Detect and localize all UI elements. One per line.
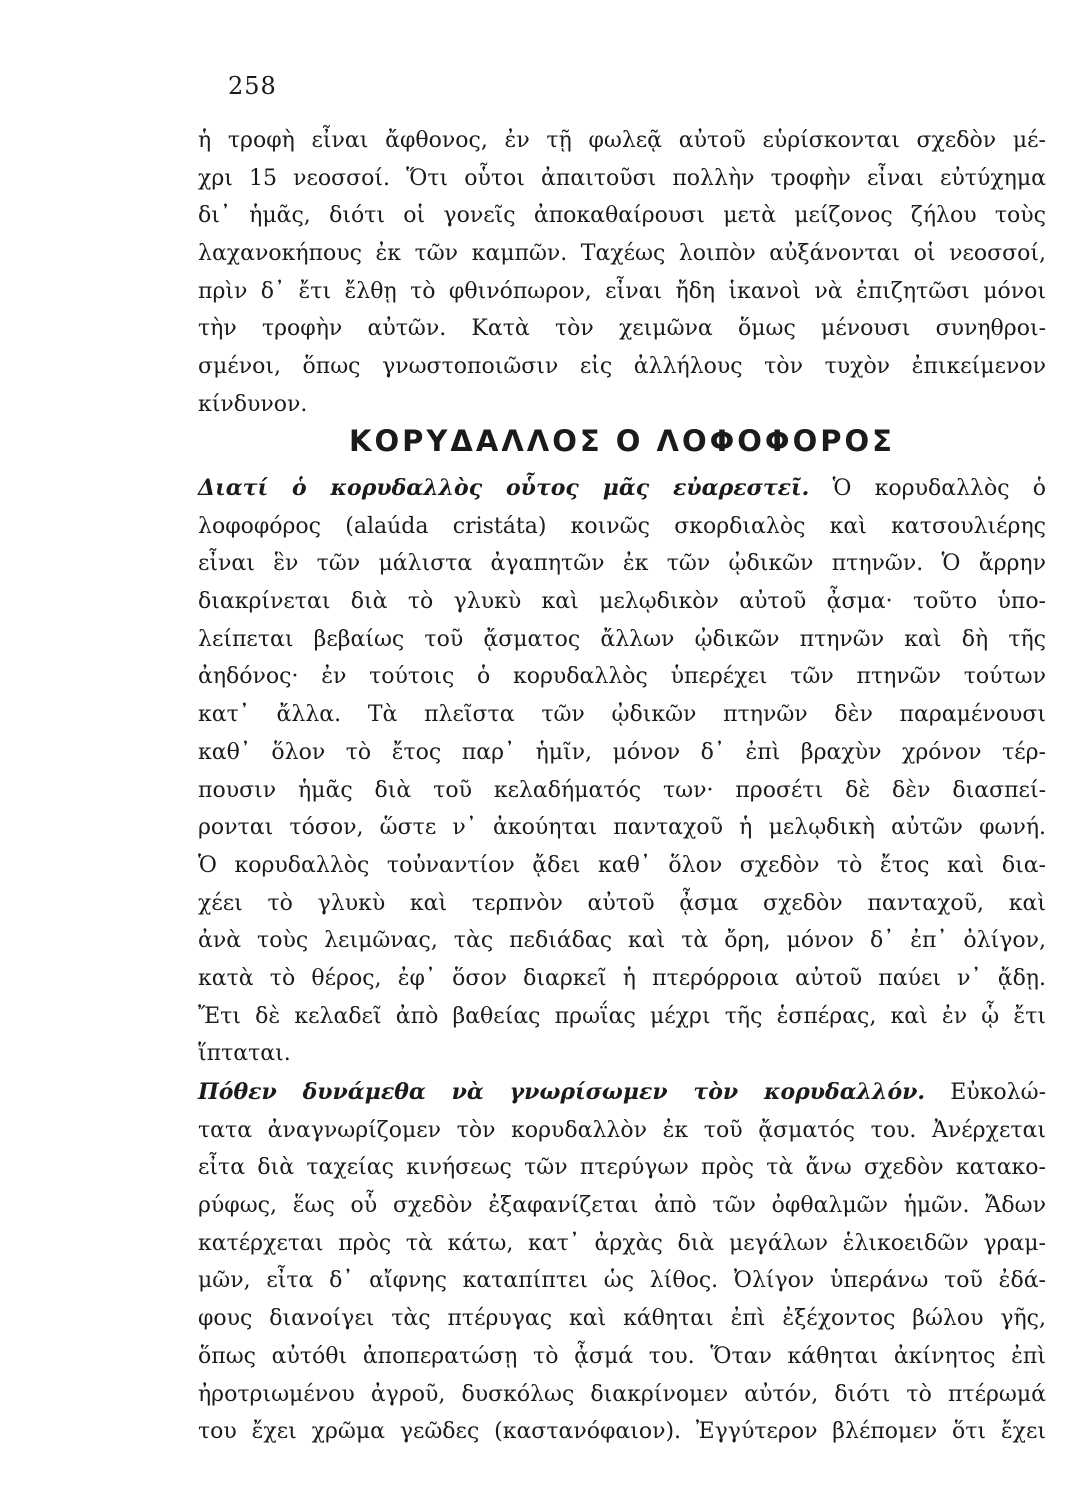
lead-line-rest: Εὐκολώ-	[925, 1080, 1046, 1105]
text-line: μῶν, εἶτα δ᾽ αἴφνης καταπίπτει ὡς λίθος. Ὀλίγον ὑπεράνω τοῦ ἐδά-	[198, 1268, 1046, 1294]
text-line: ἀηδόνος· ἐν τούτοις ὁ κορυδαλλὸς ὑπερέχει τῶν πτηνῶν τούτων	[198, 664, 1046, 690]
text-line: πουσιν ἡμᾶς διὰ τοῦ κελαδήματός των· προσέτι δὲ δὲν διασπεί-	[198, 777, 1046, 803]
text-line: ρύφως, ἕως οὗ σχεδὸν ἐξαφανίζεται ἀπὸ τῶν ὀφθαλμῶν ἡμῶν. Ἄδων	[198, 1193, 1046, 1219]
text-line-lead	[198, 470, 1046, 508]
text-line: ὅπως αὐτόθι ἀποπερατώσῃ τὸ ᾆσμά του. Ὅταν κάθηται ἀκίνητος ἐπὶ	[198, 1343, 1046, 1369]
paragraph-how-to-recognize	[198, 1074, 1046, 1451]
text-line-lead	[198, 1074, 1046, 1112]
text-line: του ἔχει χρῶμα γεῶδες (καστανόφαιον). Ἐγγύτερον βλέπομεν ὅτι ἔχει	[198, 1419, 1046, 1445]
text-line: δι᾽ ἡμᾶς, διότι οἱ γονεῖς ἀποκαθαίρουσι μετὰ μείζονος ζήλου τοὺς	[198, 203, 1046, 229]
paragraph-why-pleasing	[198, 470, 1046, 1073]
text-line: λαχανοκήπους ἐκ τῶν καμπῶν. Ταχέως λοιπὸν αὐξάνονται οἱ νεοσσοί,	[198, 241, 1046, 267]
text-line: εἶτα διὰ ταχείας κινήσεως τῶν πτερύγων πρὸς τὰ ἄνω σχεδὸν κατακο-	[198, 1155, 1046, 1181]
text-line: εἶναι ἓν τῶν μάλιστα ἀγαπητῶν ἐκ τῶν ᾠδικῶν πτηνῶν. Ὁ ἄρρην	[198, 551, 1046, 577]
text-line: ἡ τροφὴ εἶναι ἄφθονος, ἐν τῇ φωλεᾷ αὐτοῦ εὑρίσκονται σχεδὸν μέ-	[198, 128, 1046, 153]
text-line: Ὁ κορυδαλλὸς τοὐναντίον ᾄδει καθ᾽ ὅλον σχεδὸν τὸ ἔτος καὶ δια-	[198, 852, 1046, 878]
text-line: χέει τὸ γλυκὺ καὶ τερπνὸν αὐτοῦ ᾆσμα σχεδὸν πανταχοῦ, καὶ	[198, 890, 1046, 916]
text-line: διακρίνεται διὰ τὸ γλυκὺ καὶ μελῳδικὸν αὐτοῦ ᾆσμα· τοῦτο ὑπο-	[198, 589, 1046, 615]
text-line: Ἔτι δὲ κελαδεῖ ἀπὸ βαθείας πρωΐας μέχρι τῆς ἑσπέρας, καὶ ἐν ᾧ ἔτι	[198, 1003, 1046, 1029]
text-line: κίνδυνον.	[198, 391, 308, 417]
text-line: χρι 15 νεοσσοί. Ὅτι οὗτοι ἀπαιτοῦσι πολλὴν τροφὴν εἶναι εὐτύχημα	[198, 165, 1046, 191]
page-number: 258	[228, 72, 277, 100]
text-line: λείπεται βεβαίως τοῦ ᾄσματος ἄλλων ᾠδικῶν πτηνῶν καὶ δὴ τῆς	[198, 626, 1046, 652]
text-line: λοφοφόρος (alaúda cristáta) κοινῶς σκορδιαλὸς καὶ κατσουλιέρης	[198, 513, 1046, 539]
section-heading: ΚΟΡΥΔΑΛΛΟΣ Ο ΛΟΦΟΦΟΡΟΣ	[349, 424, 895, 458]
text-line: κατ᾽ ἄλλα. Τὰ πλεῖστα τῶν ᾠδικῶν πτηνῶν δὲν παραμένουσι	[198, 702, 1046, 728]
text-line: φους διανοίγει τὰς πτέρυγας καὶ κάθηται ἐπὶ ἐξέχοντος βώλου γῆς,	[198, 1306, 1046, 1332]
text-line: καθ᾽ ὅλον τὸ ἔτος παρ᾽ ἡμῖν, μόνον δ᾽ ἐπὶ βραχὺν χρόνον τέρ-	[198, 739, 1046, 765]
text-line: ρονται τόσον, ὥστε ν᾽ ἀκούηται πανταχοῦ ἡ μελῳδικὴ αὐτῶν φωνή.	[198, 815, 1046, 841]
paragraph-lead: Πόθεν δυνάμεθα νὰ γνωρίσωμεν τὸν κορυδαλλόν.	[198, 1079, 926, 1105]
paragraph-nesting	[198, 122, 1046, 424]
text-line: πρὶν δ᾽ ἔτι ἔλθῃ τὸ φθινόπωρον, εἶναι ἤδη ἱκανοὶ νὰ ἐπιζητῶσι μόνοι	[198, 278, 1046, 304]
paragraph-lead: Διατί ὁ κορυδαλλὸς οὗτος μᾶς εὐαρεστεῖ.	[198, 475, 810, 501]
text-line: τατα ἀναγνωρίζομεν τὸν κορυδαλλὸν ἐκ τοῦ ᾄσματός του. Ἀνέρχεται	[198, 1117, 1046, 1143]
text-line: κατέρχεται πρὸς τὰ κάτω, κατ᾽ ἀρχὰς διὰ μεγάλων ἑλικοειδῶν γραμ-	[198, 1230, 1046, 1256]
text-line: τὴν τροφὴν αὐτῶν. Κατὰ τὸν χειμῶνα ὅμως μένουσι συνηθροι-	[198, 316, 1046, 342]
text-line: σμένοι, ὅπως γνωστοποιῶσιν εἰς ἀλλήλους τὸν τυχὸν ἐπικείμενον	[198, 354, 1046, 380]
text-line: ἀνὰ τοὺς λειμῶνας, τὰς πεδιάδας καὶ τὰ ὄρη, μόνον δ᾽ ἐπ᾽ ὀλίγον,	[198, 928, 1046, 954]
text-line: κατὰ τὸ θέρος, ἐφ᾽ ὅσον διαρκεῖ ἡ πτερόρροια αὐτοῦ παύει ν᾽ ᾄδῃ.	[198, 965, 1046, 991]
text-line: ἠροτριωμένου ἀγροῦ, δυσκόλως διακρίνομεν αὐτόν, διότι τὸ πτέρωμά	[198, 1381, 1046, 1407]
lead-line-rest: Ὁ κορυδαλλὸς ὁ	[809, 476, 1046, 501]
text-line: ἵπταται.	[198, 1041, 291, 1067]
